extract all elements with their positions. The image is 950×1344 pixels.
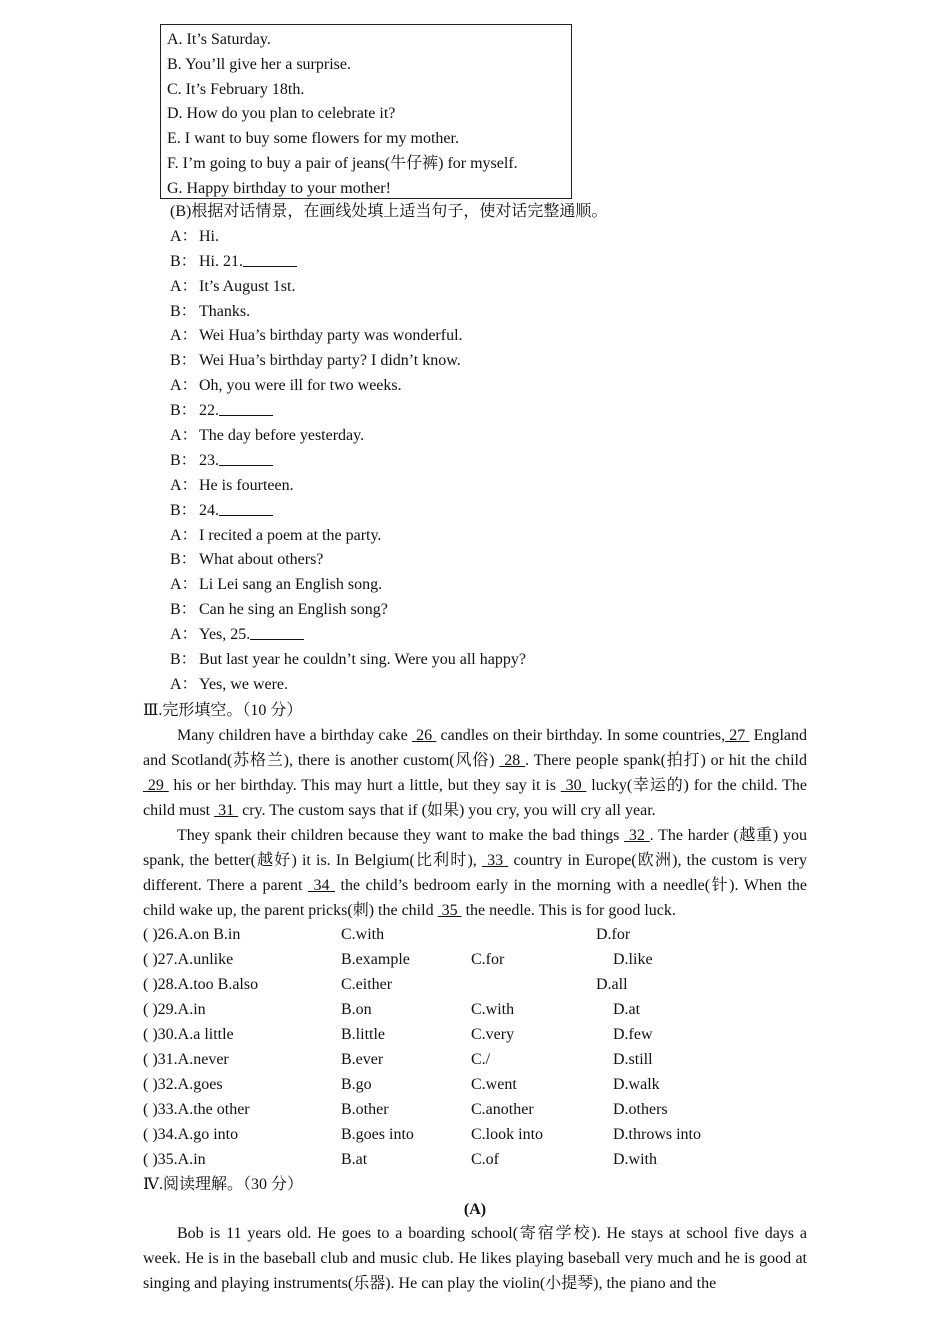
cloze-blank-31: 31 [214, 802, 239, 819]
dialogue-line: B： Hi. 21. [170, 250, 810, 275]
question-32[interactable]: ( )32.A.goes B.go C.went D.walk [143, 1076, 660, 1093]
dialogue-line: A：Wei Hua’s birthday party was wonderful. [170, 327, 463, 345]
dialogue-line: B： Thanks. [170, 302, 251, 320]
answer-blank-24[interactable] [219, 500, 273, 516]
dialogue-line: B： But last year he couldn’t sing. Were you all happy? [170, 651, 526, 669]
cloze-blank-33: 33 [481, 852, 509, 869]
dialogue-section [170, 200, 810, 698]
question-26[interactable]: ( )26.A.on B.in C.with D.for [143, 926, 631, 943]
question-33[interactable]: ( )33.A.the other B.other C.another D.others [143, 1101, 668, 1118]
cloze-blank-26: 26 [411, 727, 437, 744]
reading-heading: Ⅳ.阅读理解。（30 分） [143, 1176, 303, 1193]
dialogue-line: A：The day before yesterday. [170, 427, 365, 445]
dialogue-line: A：It’s August 1st. [170, 277, 296, 295]
option-a: A. It’s Saturday. [167, 31, 271, 48]
dialogue-line: B： Can he sing an English song? [170, 601, 388, 619]
reading-paragraph: Bob is 11 years old. He goes to a boarding school(寄宿学校). He stays at school five days a week. He is in the baseball club and music club. He likes playing baseball very much and he is good at singing and playing instruments(乐器). He can play the violin(小提琴), the piano and the [143, 1225, 807, 1292]
option-c: C. It’s February 18th. [167, 80, 305, 98]
dialogue-line: B： Wei Hua’s birthday party? I didn’t know. [170, 352, 461, 370]
option-e: E. I want to buy some flowers for my mother. [167, 130, 459, 148]
question-34[interactable]: ( )34.A.go into B.goes into C.look into D.throws into [143, 1126, 701, 1143]
question-28[interactable]: ( )28.A.too B.also C.either D.all [143, 976, 628, 993]
cloze-passage [143, 723, 807, 923]
cloze-blank-30: 30 [560, 777, 587, 794]
option-b: B. You’ll give her a surprise. [167, 55, 351, 73]
cloze-blank-29: 29 [143, 777, 169, 794]
cloze-paragraph-2: They spank their children because they want to make the bad things 32 . The harder (越重) you spank, the better(越好) it is. In Belgium(比利时), 33 country in Europe(欧洲), the custom is very different. There a parent 34 the child’s bedroom early in the morning with a needle(针). When the child wake up, the parent pricks(刺) the child 35 the needle. This is for good luck. [143, 827, 808, 919]
answer-blank-23[interactable] [219, 450, 273, 466]
dialogue-line: A：Yes, 25. [170, 623, 810, 648]
dialogue-line: A：Hi. [170, 227, 219, 245]
cloze-paragraph-1: Many children have a birthday cake 26 candles on their birthday. In some countries, 27 England and Scotland(苏格兰), there is another custom(风俗) 28 . There people spank(拍打) or hit the child 29 his or her birthday. This may hurt a little, but they say it is 30 lucky(幸运的) for the child. The child must 31 cry. The custom says that if (如果) you cry, you will cry all year. [143, 727, 808, 819]
dialogue-line: B： What about others? [170, 551, 324, 569]
option-d: D. How do you plan to celebrate it? [167, 105, 396, 123]
reading-passage [143, 1221, 807, 1296]
question-30[interactable]: ( )30.A.a little B.little C.very D.few [143, 1026, 653, 1043]
answer-blank-21[interactable] [243, 251, 297, 267]
question-27[interactable]: ( )27.A.unlike B.example C.for D.like [143, 951, 653, 968]
reading-section-label: (A) [463, 1201, 487, 1218]
cloze-blank-32: 32 [624, 827, 650, 844]
option-f: F. I’m going to buy a pair of jeans(牛仔裤) for myself. [167, 154, 518, 172]
question-31[interactable]: ( )31.A.never B.ever C./ D.still [143, 1051, 653, 1068]
cloze-blank-28: 28 [499, 752, 526, 769]
option-g: G. Happy birthday to your mother! [167, 179, 391, 197]
cloze-blank-27: 27 [725, 727, 750, 744]
question-29[interactable]: ( )29.A.in B.on C.with D.at [143, 1001, 641, 1018]
answer-blank-25[interactable] [250, 624, 304, 640]
dialogue-line: B： 23. [170, 449, 810, 474]
dialogue-line: A：Oh, you were ill for two weeks. [170, 377, 402, 395]
dialogue-line: A：Yes, we were. [170, 675, 289, 693]
dialogue-line: B： 24. [170, 499, 810, 524]
dialogue-line: A：I recited a poem at the party. [170, 526, 382, 544]
cloze-blank-34: 34 [307, 877, 336, 894]
options-box [160, 24, 572, 199]
dialogue-instruction: (B)根据对话情景，在画线处填上适当句子，使对话完整通顺。 [170, 203, 608, 220]
cloze-blank-35: 35 [437, 902, 462, 919]
answer-blank-22[interactable] [219, 400, 273, 416]
question-35[interactable]: ( )35.A.in B.at C.of D.with [143, 1151, 657, 1168]
cloze-heading: Ⅲ.完形填空。（10 分） [143, 702, 303, 719]
dialogue-line: B： 22. [170, 399, 810, 424]
dialogue-line: A：Li Lei sang an English song. [170, 576, 383, 594]
dialogue-line: A：He is fourteen. [170, 476, 294, 494]
